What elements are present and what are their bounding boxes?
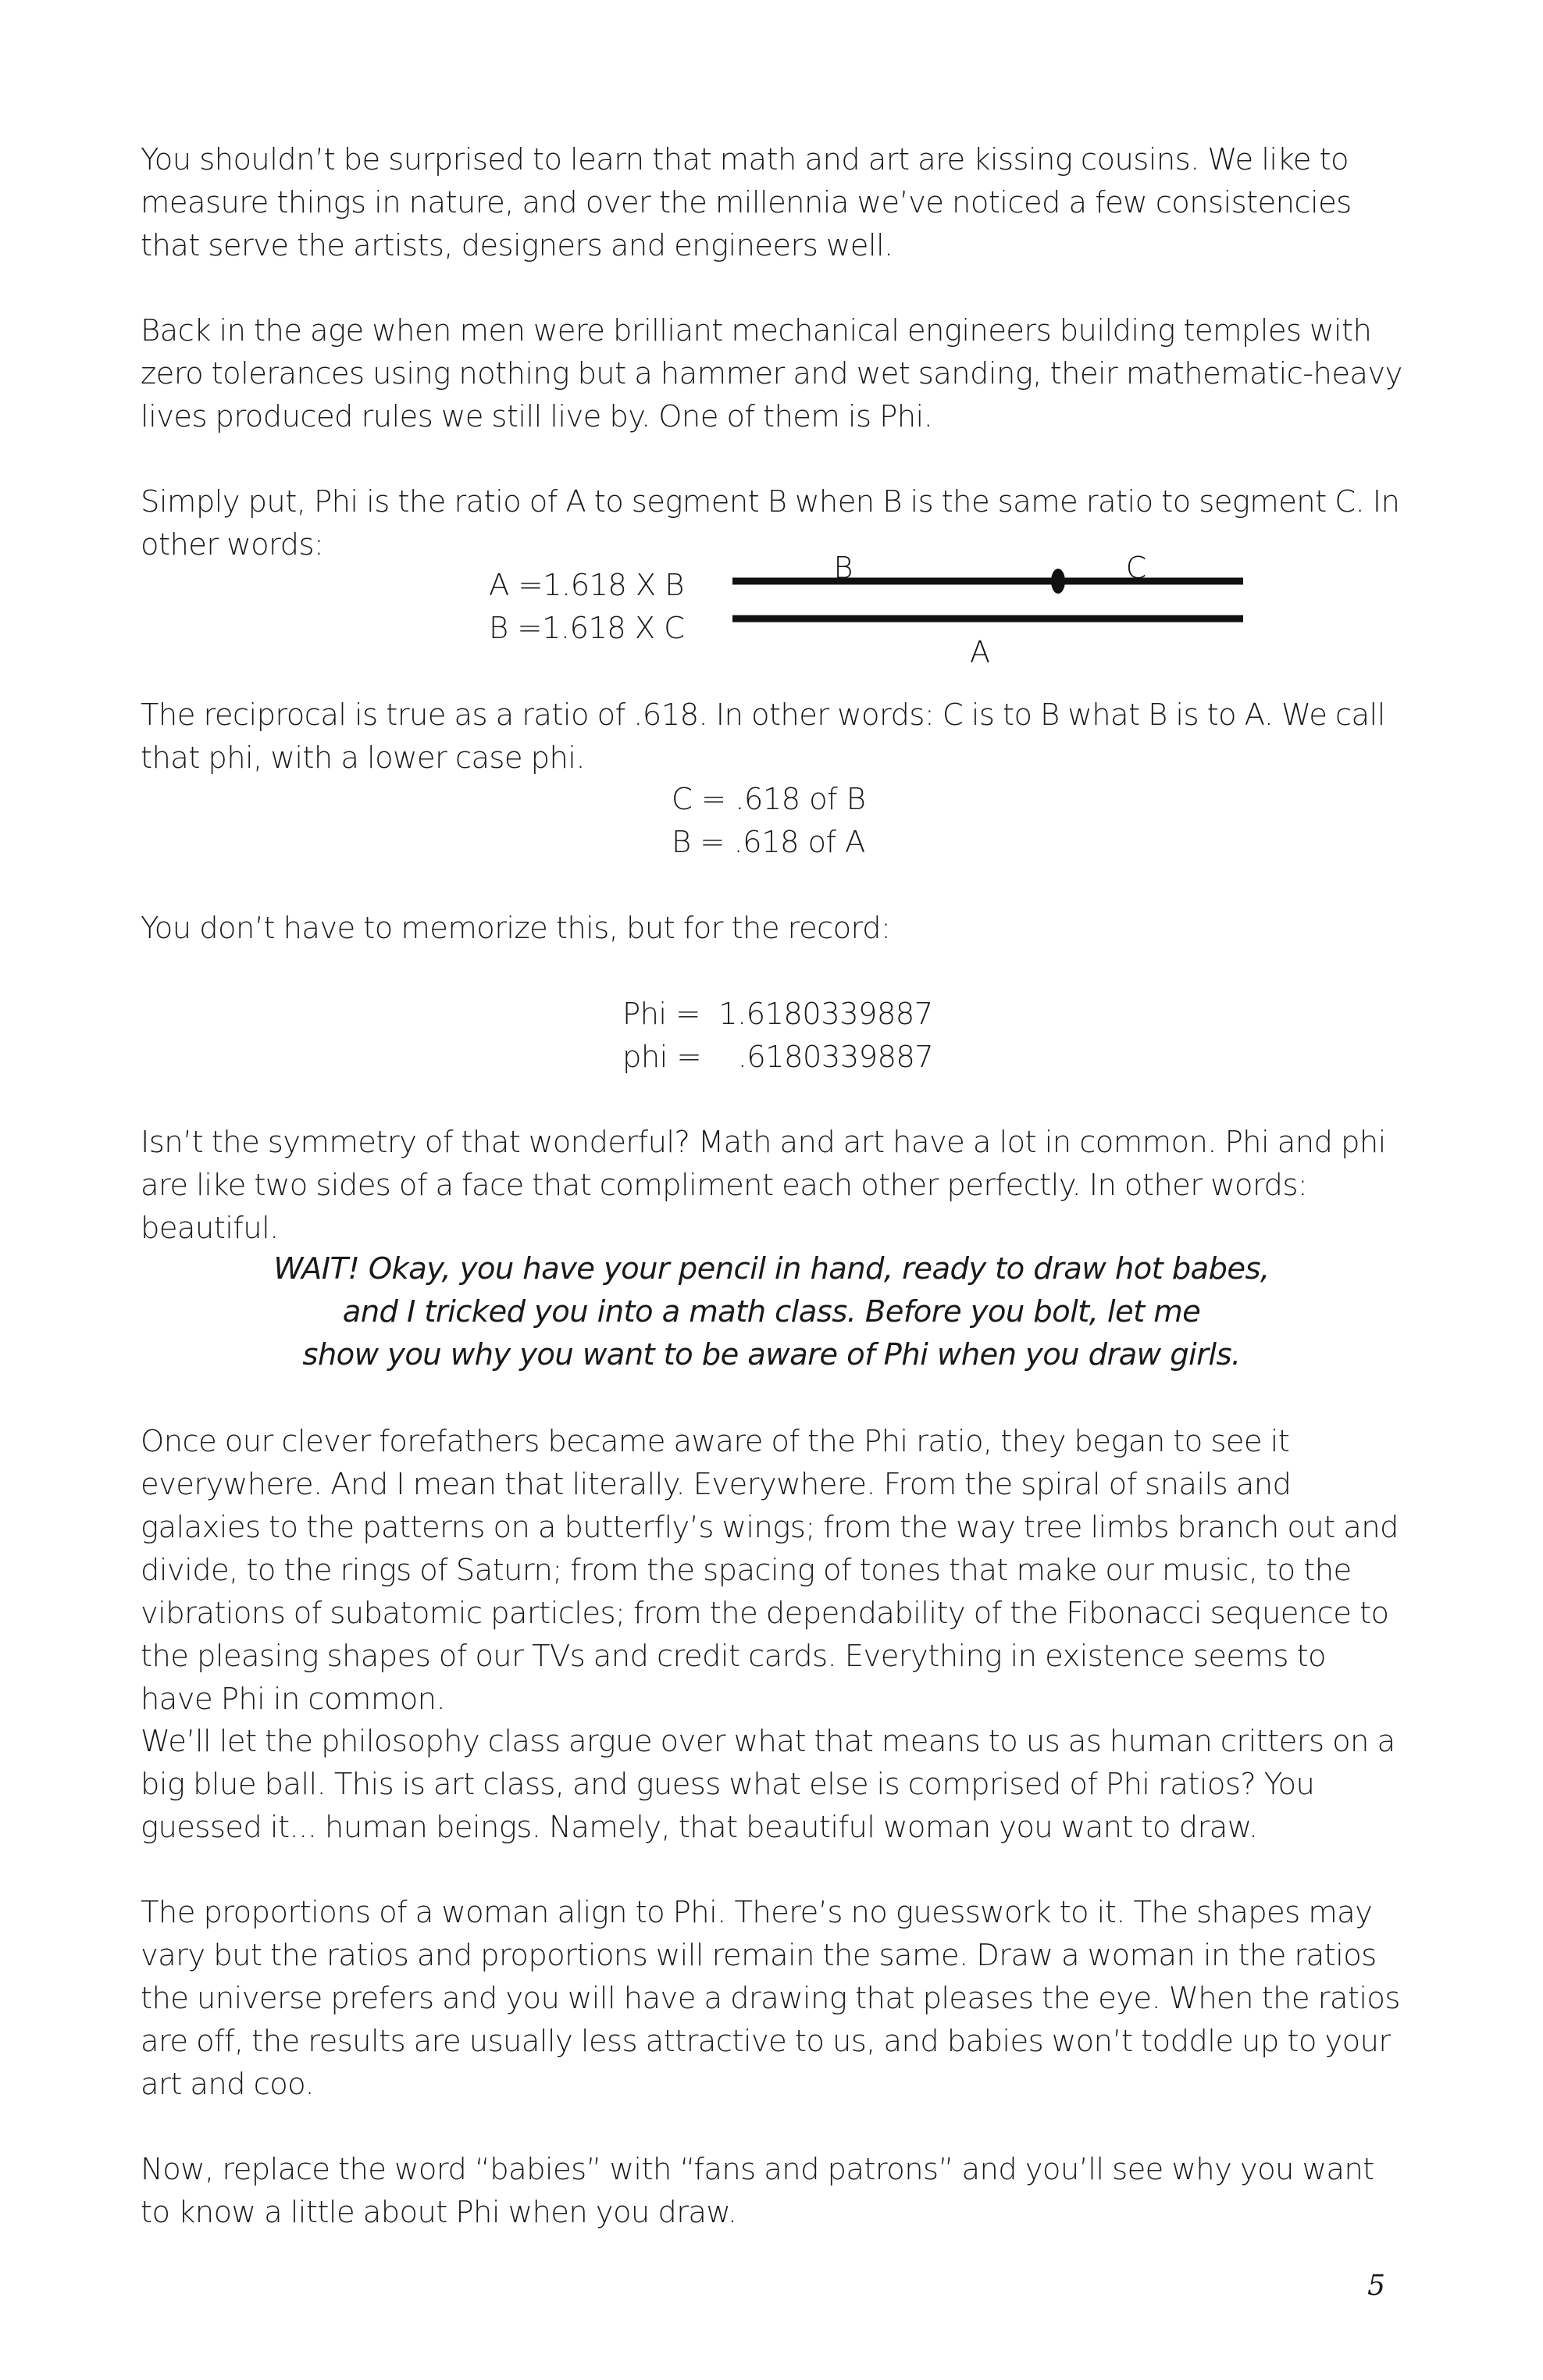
equation-a: A =1.618 X B: [489, 568, 684, 603]
aside-line-2: and I tricked you into a math class. Before you bolt, let me: [342, 1294, 1201, 1329]
segment-divider-mark: [1051, 569, 1065, 594]
paragraph-history: Back in the age when men were brilliant mechanical engineers building temples with zero tolerances using nothing but a hammer and wet sanding, their mathematic-heavy lives produced rules we still live by. One of them is Phi.: [141, 313, 1402, 434]
paragraph-everywhere: Once our clever forefathers became aware of the Phi ratio, they began to see it everywhere. And I mean that literally. Everywhere. From the spiral of snails and galaxies to the patterns on a butterfly’s wings; from the way tree limbs branch out and divide, to the rings of Saturn; from the spacing of tones that make our music, to the vibrations of subatomic particles; from the dependability of the Fibonacci sequence to the pleasing shapes of our TVs and credit cards. Everything in existence seems to have Phi in common.: [141, 1424, 1399, 1717]
equation-phi-lower: phi = .6180339887: [622, 1040, 934, 1075]
label-b: B: [833, 551, 853, 585]
aside-line-3: show you why you want to be aware of Phi when you draw girls.: [302, 1337, 1241, 1372]
label-a: A: [970, 635, 990, 669]
label-c: C: [1125, 551, 1147, 585]
paragraph-record: You don’t have to memorize this, but for the record:: [141, 911, 891, 946]
page-number: 5: [1367, 2270, 1385, 2302]
equation-c-of-b: C = .618 of B: [672, 782, 866, 817]
paragraph-conclusion: Now, replace the word “babies” with “fans and patrons” and you’ll see why you want to know a little about Phi when you draw.: [141, 2152, 1374, 2230]
paragraph-definition: Simply put, Phi is the ratio of A to segment B when B is the same ratio to segment C. In other words:: [141, 484, 1400, 562]
equation-phi-upper: Phi = 1.6180339887: [622, 997, 933, 1032]
paragraph-reciprocal: The reciprocal is true as a ratio of .618. In other words: C is to B what B is to A. We call that phi, with a lower case phi.: [141, 698, 1385, 776]
paragraph-intro: You shouldn’t be surprised to learn that math and art are kissing cousins. We like to measure things in nature, and over the millennia we’ve noticed a few consistencies that serve the artists, designers and engineers well.: [141, 142, 1352, 263]
aside-line-1: WAIT! Okay, you have your pencil in hand, ready to draw hot babes,: [273, 1251, 1270, 1286]
phi-segment-diagram: [718, 539, 1249, 680]
paragraph-proportions: The proportions of a woman align to Phi. There’s no guesswork to it. The shapes may vary but the ratios and proportions will remain the same. Draw a woman in the ratios the universe prefers and you will have a drawing that pleases the eye. When the ratios are off, the results are usually less attractive to us, and babies won’t toddle up to your art and coo.: [141, 1895, 1400, 2102]
paragraph-philosophy: We’ll let the philosophy class argue over what that means to us as human critters on a big blue ball. This is art class, and guess what else is comprised of Phi ratios? You guessed it... human beings. Namely, that beautiful woman you want to draw.: [141, 1724, 1395, 1845]
equation-b-of-a: B = .618 of A: [672, 825, 865, 860]
equation-b: B =1.618 X C: [489, 611, 685, 646]
paragraph-symmetry: Isn’t the symmetry of that wonderful? Math and art have a lot in common. Phi and phi are like two sides of a face that compliment each other perfectly. In other words: beautiful.: [141, 1125, 1386, 1246]
